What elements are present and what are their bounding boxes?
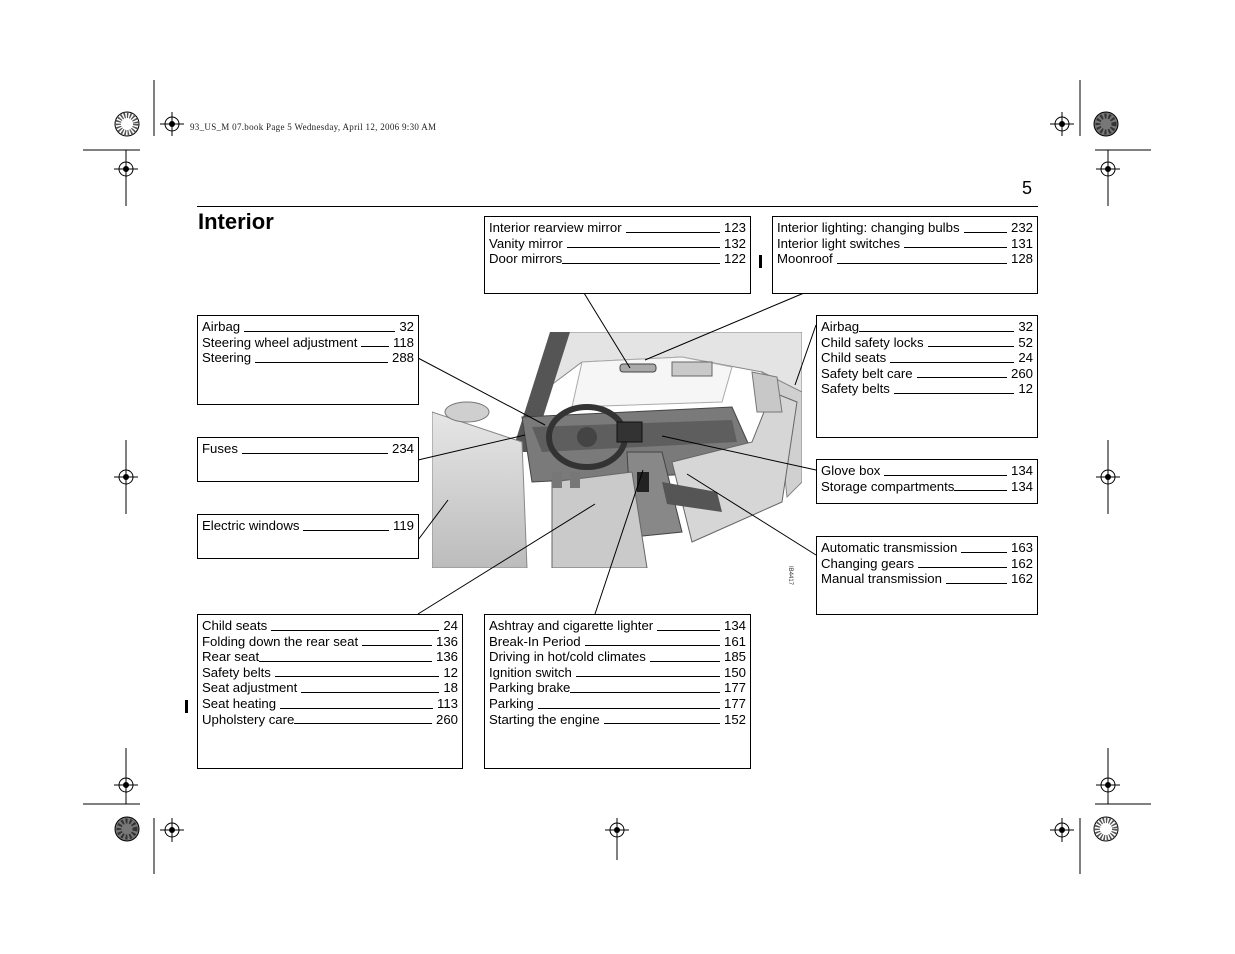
index-entry: Fuses 234 <box>202 441 414 456</box>
index-entry: Ignition switch 150 <box>489 664 746 680</box>
index-entry: Safety belts 12 <box>821 381 1033 397</box>
index-entry: Seat adjustment 18 <box>202 680 458 696</box>
index-entry: Child seats 24 <box>202 618 458 633</box>
index-box-transmission <box>816 536 1038 615</box>
index-entry: Folding down the rear seat 136 <box>202 633 458 649</box>
index-entry: Child safety locks 52 <box>821 334 1033 350</box>
index-entry: Interior light switches 131 <box>777 235 1033 251</box>
index-entry: Automatic transmission 163 <box>821 540 1033 555</box>
index-entry: Parking brake 177 <box>489 680 746 696</box>
index-entry: Vanity mirror 132 <box>489 235 746 251</box>
index-box-lighting <box>772 216 1038 294</box>
index-entry: Break-In Period 161 <box>489 633 746 649</box>
index-entry: Steering 288 <box>202 350 414 366</box>
index-entry: Electric windows 119 <box>202 518 414 533</box>
index-box-steering <box>197 315 419 405</box>
index-box-seats <box>197 614 463 769</box>
page-number: 5 <box>1022 178 1033 198</box>
index-entry: Airbag 32 <box>821 319 1033 334</box>
index-entry: Steering wheel adjustment 118 <box>202 334 414 350</box>
change-bar <box>185 700 188 713</box>
index-entry: Moonroof 128 <box>777 251 1033 267</box>
index-box-safety <box>816 315 1038 438</box>
index-entry: Driving in hot/cold climates 185 <box>489 649 746 665</box>
index-box-mirrors <box>484 216 751 294</box>
index-entry: Parking 177 <box>489 695 746 711</box>
index-entry: Rear seat 136 <box>202 649 458 665</box>
index-entry: Starting the engine 152 <box>489 711 746 727</box>
index-entry: Door mirrors 122 <box>489 251 746 267</box>
index-entry: Changing gears 162 <box>821 555 1033 571</box>
index-entry: Upholstery care 260 <box>202 711 458 727</box>
index-entry: Interior lighting: changing bulbs 232 <box>777 220 1033 235</box>
index-box-windows <box>197 514 419 559</box>
index-entry: Airbag 32 <box>202 319 414 334</box>
index-entry: Ashtray and cigarette lighter 134 <box>489 618 746 633</box>
index-entry: Interior rearview mirror 123 <box>489 220 746 235</box>
page-title: Interior <box>198 209 274 234</box>
index-entry: Safety belts 12 <box>202 664 458 680</box>
index-entry: Manual transmission 162 <box>821 571 1033 587</box>
change-bar <box>759 255 762 268</box>
index-box-console <box>484 614 751 769</box>
index-box-glove <box>816 459 1038 504</box>
index-entry: Child seats 24 <box>821 350 1033 366</box>
figure-id: IB4417 <box>787 566 793 586</box>
index-entry: Glove box 134 <box>821 463 1033 478</box>
index-entry: Safety belt care 260 <box>821 365 1033 381</box>
index-entry: Storage compartments 134 <box>821 478 1033 494</box>
index-box-fuses <box>197 437 419 482</box>
print-slug: 93_US_M 07.book Page 5 Wednesday, April 12, 2006 9:30 AM <box>190 122 437 132</box>
index-entry: Seat heating 113 <box>202 695 458 711</box>
car-interior-illustration <box>432 332 802 568</box>
